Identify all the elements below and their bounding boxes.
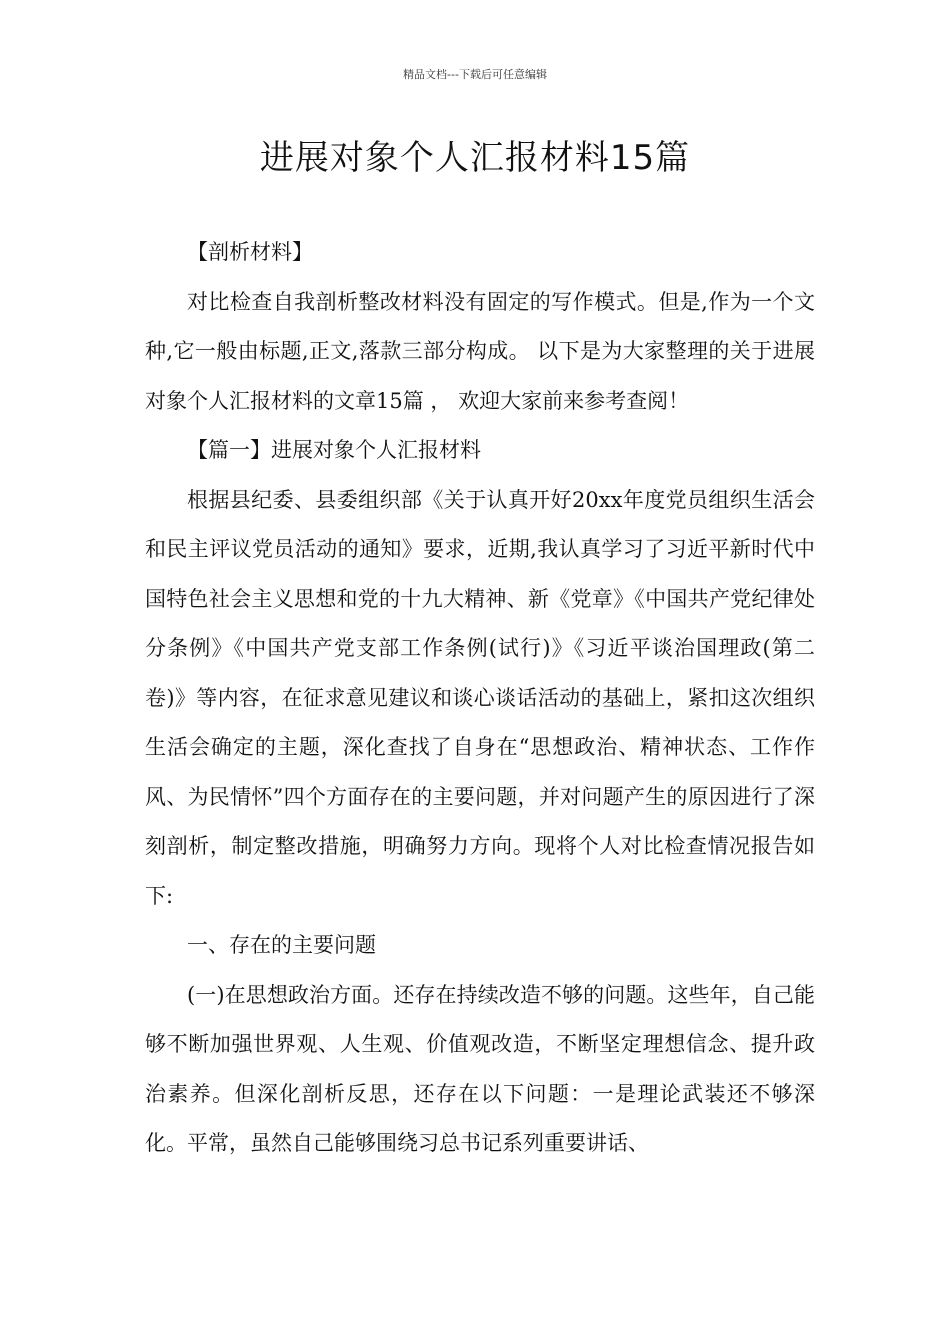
header-note: 精品文档---下载后可任意编辑 [403,68,547,81]
intro-paragraph: 对比检查自我剖析整改材料没有固定的写作模式。但是,作为一个文种,它一般由标题,正文,落款三部分构成。 以下是为大家整理的关于进展对象个人汇报材料的文章15篇 ， 欢迎大家前来参考查阅！ [145,289,815,413]
document-body [145,228,815,1169]
section-heading-main-problems: 一、存在的主要问题 [187,933,376,957]
article-one-heading: 【篇一】进展对象个人汇报材料 [187,438,481,462]
section-label-analysis: 【剖析材料】 [187,240,313,264]
article-one-paragraph: 根据县纪委、县委组织部《关于认真开好20xx年度党员组织生活会和民主评议党员活动的通知》要求，近期,我认真学习了习近平新时代中国特色社会主义思想和党的十九大精神、新《党章》《中国共产党纪律处分条例》《中国共产党支部工作条例(试行)》《习近平谈治国理政(第二卷)》等内容，在征求意见建议和谈心谈话活动的基础上，紧扣这次组织生活会确定的主题，深化查找了自身在“思想政治、精神状态、工作作风、为民情怀”四个方面存在的主要问题，并对问题产生的原因进行了深刻剖析，制定整改措施，明确努力方向。现将个人对比检查情况报告如下: [145,487,815,908]
document-title: 进展对象个人汇报材料15篇 [259,138,691,178]
problem-one-paragraph: (一)在思想政治方面。还存在持续改造不够的问题。这些年，自己能够不断加强世界观、人生观、价值观改造，不断坚定理想信念、提升政治素养。但深化剖析反思，还存在以下问题：一是理论武装还不够深化。平常，虽然自己能够围绕习总书记系列重要讲话、 [145,982,815,1155]
